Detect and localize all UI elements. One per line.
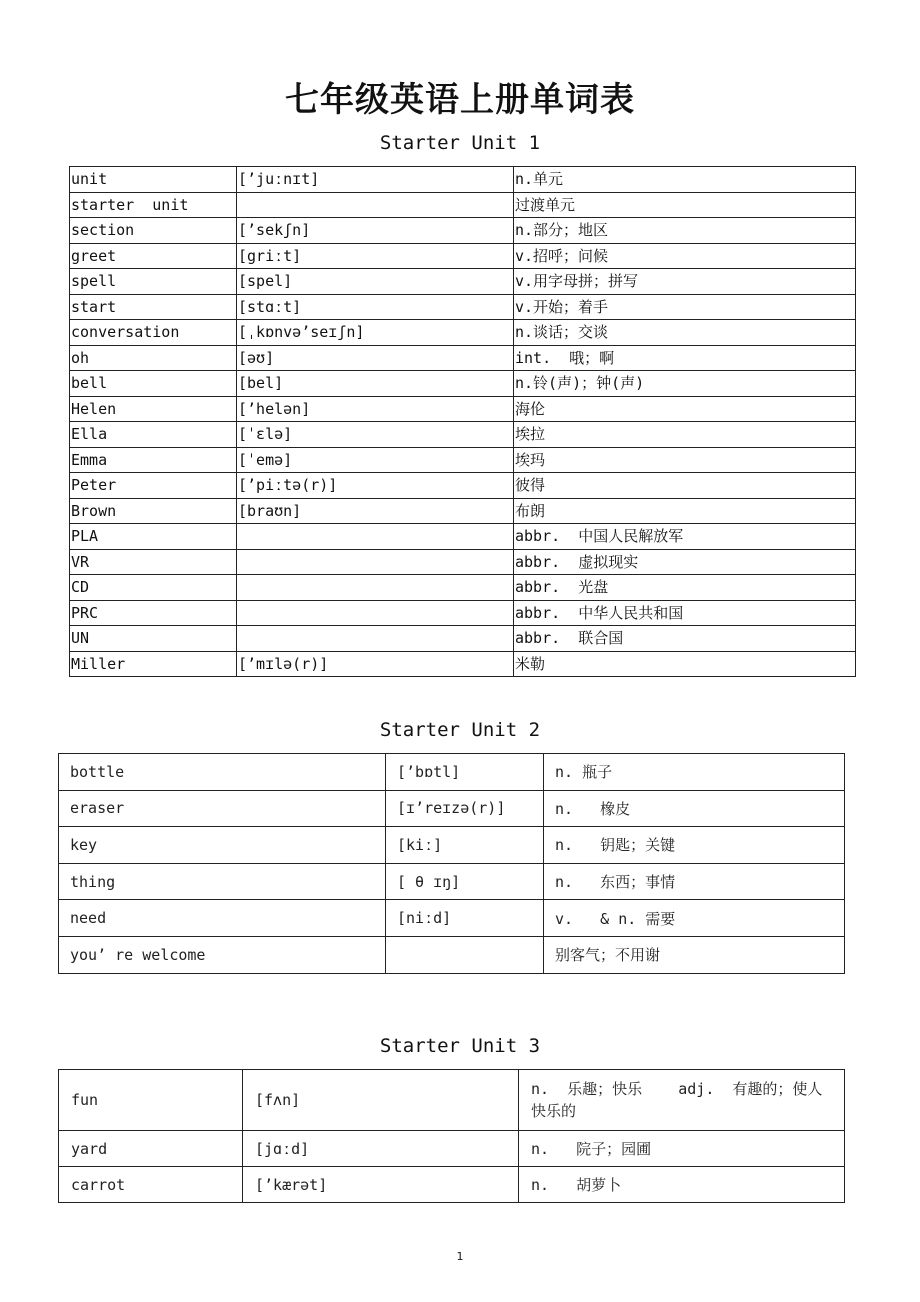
table-row [70, 524, 856, 550]
page-title: 七年级英语上册单词表 [285, 80, 635, 120]
meaning-cell: v.开始；着手 [514, 294, 856, 320]
word-cell: Helen [70, 396, 237, 422]
table-row [59, 790, 845, 827]
meaning-cell: v.用字母拼；拼写 [514, 269, 856, 295]
phonetic-cell: [’mɪlə(r)] [237, 651, 514, 677]
meaning-cell: n. 院子；园圃 [519, 1131, 845, 1167]
phonetic-cell: [spel] [237, 269, 514, 295]
meaning-cell: abbr. 中国人民解放军 [514, 524, 856, 550]
word-cell: carrot [59, 1167, 243, 1203]
table-row [70, 167, 856, 193]
table-row [59, 863, 845, 900]
table-row [70, 651, 856, 677]
meaning-cell: n.单元 [514, 167, 856, 193]
phonetic-cell: [braʊn] [237, 498, 514, 524]
phonetic-cell: [fʌn] [243, 1070, 519, 1131]
word-cell: fun [59, 1070, 243, 1131]
vocab-table-unit-1 [69, 166, 856, 677]
phonetic-cell [237, 524, 514, 550]
word-cell: bottle [59, 754, 386, 791]
phonetic-cell: [griːt] [237, 243, 514, 269]
vocab-table-unit-2 [58, 753, 845, 974]
table-row [59, 900, 845, 937]
meaning-cell: n.部分；地区 [514, 218, 856, 244]
phonetic-cell [237, 575, 514, 601]
table-row [70, 600, 856, 626]
phonetic-cell: [ˈɛlə] [237, 422, 514, 448]
meaning-cell: 布朗 [514, 498, 856, 524]
table-row [70, 447, 856, 473]
word-cell: eraser [59, 790, 386, 827]
phonetic-cell: [’kærət] [243, 1167, 519, 1203]
table-row [70, 549, 856, 575]
table-row [70, 269, 856, 295]
meaning-cell: n.谈话；交谈 [514, 320, 856, 346]
word-cell: Ella [70, 422, 237, 448]
phonetic-cell: [’sekʃn] [237, 218, 514, 244]
phonetic-cell: [’juːnɪt] [237, 167, 514, 193]
unit-heading-3: Starter Unit 3 [379, 1035, 541, 1057]
meaning-cell: v.招呼；问候 [514, 243, 856, 269]
meaning-cell: 彼得 [514, 473, 856, 499]
word-cell: PLA [70, 524, 237, 550]
unit-heading-2: Starter Unit 2 [379, 719, 541, 741]
meaning-cell: abbr. 虚拟现实 [514, 549, 856, 575]
table-row [70, 243, 856, 269]
meaning-cell: int. 哦；啊 [514, 345, 856, 371]
meaning-cell: 别客气；不用谢 [544, 936, 845, 973]
meaning-cell: n. 瓶子 [544, 754, 845, 791]
phonetic-cell: [ θ ɪŋ] [386, 863, 544, 900]
word-cell: CD [70, 575, 237, 601]
phonetic-cell: [kiː] [386, 827, 544, 864]
vocab-table-unit-3 [58, 1069, 845, 1203]
table-row [70, 345, 856, 371]
table-row [59, 1167, 845, 1203]
meaning-cell: 埃玛 [514, 447, 856, 473]
word-cell: you’ re welcome [59, 936, 386, 973]
table-row [59, 754, 845, 791]
table-row [59, 1070, 845, 1131]
meaning-cell: n. 钥匙；关键 [544, 827, 845, 864]
unit-heading-1: Starter Unit 1 [379, 132, 541, 154]
phonetic-cell: [ˈemə] [237, 447, 514, 473]
table-row [70, 473, 856, 499]
word-cell: greet [70, 243, 237, 269]
phonetic-cell [386, 936, 544, 973]
phonetic-cell: [’piːtə(r)] [237, 473, 514, 499]
word-cell: yard [59, 1131, 243, 1167]
word-cell: key [59, 827, 386, 864]
word-cell: VR [70, 549, 237, 575]
meaning-cell: abbr. 光盘 [514, 575, 856, 601]
table-row [59, 936, 845, 973]
word-cell: bell [70, 371, 237, 397]
word-cell: Emma [70, 447, 237, 473]
phonetic-cell [237, 192, 514, 218]
table-row [59, 827, 845, 864]
meaning-cell: 米勒 [514, 651, 856, 677]
meaning-cell: n. 胡萝卜 [519, 1167, 845, 1203]
meaning-cell: v. & n. 需要 [544, 900, 845, 937]
table-row [70, 626, 856, 652]
meaning-cell: 海伦 [514, 396, 856, 422]
table-row [70, 218, 856, 244]
table-row [59, 1131, 845, 1167]
table-row [70, 575, 856, 601]
word-cell: thing [59, 863, 386, 900]
word-cell: oh [70, 345, 237, 371]
table-row [70, 320, 856, 346]
word-cell: starter unit [70, 192, 237, 218]
phonetic-cell [237, 549, 514, 575]
phonetic-cell [237, 626, 514, 652]
meaning-cell: n. 橡皮 [544, 790, 845, 827]
word-cell: Peter [70, 473, 237, 499]
phonetic-cell [237, 600, 514, 626]
word-cell: Brown [70, 498, 237, 524]
table-row [70, 422, 856, 448]
table-row [70, 294, 856, 320]
word-cell: spell [70, 269, 237, 295]
table-row [70, 498, 856, 524]
word-cell: conversation [70, 320, 237, 346]
phonetic-cell: [jɑːd] [243, 1131, 519, 1167]
meaning-cell: 过渡单元 [514, 192, 856, 218]
meaning-cell: n. 东西；事情 [544, 863, 845, 900]
word-cell: need [59, 900, 386, 937]
word-cell: start [70, 294, 237, 320]
meaning-cell: abbr. 中华人民共和国 [514, 600, 856, 626]
table-row [70, 371, 856, 397]
phonetic-cell: [ɪ’reɪzə(r)] [386, 790, 544, 827]
phonetic-cell: [’helən] [237, 396, 514, 422]
word-cell: unit [70, 167, 237, 193]
page-number: 1 [456, 1250, 464, 1263]
word-cell: Miller [70, 651, 237, 677]
phonetic-cell: [niːd] [386, 900, 544, 937]
meaning-cell: 埃拉 [514, 422, 856, 448]
meaning-cell: abbr. 联合国 [514, 626, 856, 652]
phonetic-cell: [stɑːt] [237, 294, 514, 320]
phonetic-cell: [’bɒtl] [386, 754, 544, 791]
meaning-cell: n. 乐趣；快乐 adj. 有趣的；使人快乐的 [519, 1070, 845, 1131]
phonetic-cell: [əʊ] [237, 345, 514, 371]
word-cell: PRC [70, 600, 237, 626]
table-row [70, 192, 856, 218]
phonetic-cell: [ˌkɒnvə’seɪʃn] [237, 320, 514, 346]
phonetic-cell: [bel] [237, 371, 514, 397]
meaning-cell: n.铃(声)；钟(声) [514, 371, 856, 397]
table-row [70, 396, 856, 422]
word-cell: section [70, 218, 237, 244]
word-cell: UN [70, 626, 237, 652]
